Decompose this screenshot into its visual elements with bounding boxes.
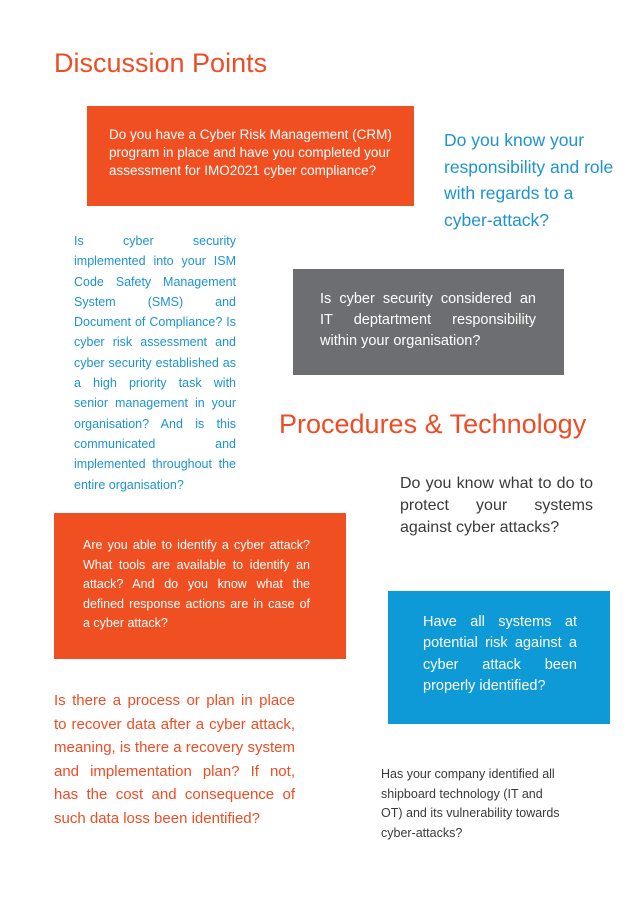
it-department-question-text: Is cyber security considered an IT deptartment responsibility within your organisation? xyxy=(320,291,536,349)
risk-identified-question-box xyxy=(388,591,610,724)
protect-systems-question: Do you know what to do to protect your systems against cyber attacks? xyxy=(400,475,593,536)
discussion-points-heading: Discussion Points xyxy=(54,48,268,78)
responsibility-question: Do you know your responsibility and role with regards to a cyber-attack? xyxy=(444,130,614,230)
crm-question-box xyxy=(87,106,414,206)
procedures-technology-heading: Procedures & Technology xyxy=(279,409,587,439)
crm-question-text: Do you have a Cyber Risk Management (CRM) program in place and have you completed your assessment for IMO2021 cyber compliance? xyxy=(109,127,392,178)
recover-data-question: Is there a process or plan in place to recover data after a cyber attack, meaning, is there a recovery system and implementation plan? If not, has the cost and consequence of such data loss been identified? xyxy=(54,692,295,827)
identify-attack-question-box xyxy=(54,513,346,659)
identify-attack-question-text: Are you able to identify a cyber attack? What tools are available to identify an attack? And do you know what the defined response actions are in case of a cyber attack? xyxy=(83,538,310,630)
risk-identified-question-text: Have all systems at potential risk against a cyber attack been properly identified? xyxy=(423,614,577,694)
shipboard-technology-question: Has your company identified all shipboard technology (IT and OT) and its vulnerability towards cyber-attacks? xyxy=(381,767,560,840)
ism-question: Is cyber security implemented into your ISM Code Safety Management System (SMS) and Document of Compliance? Is cyber risk assessment and cyber security established as a high priority task with senior management in your organisation? And is this communicated and implemented throughout the entire organisation? xyxy=(74,234,236,492)
it-department-question-box xyxy=(293,269,564,375)
